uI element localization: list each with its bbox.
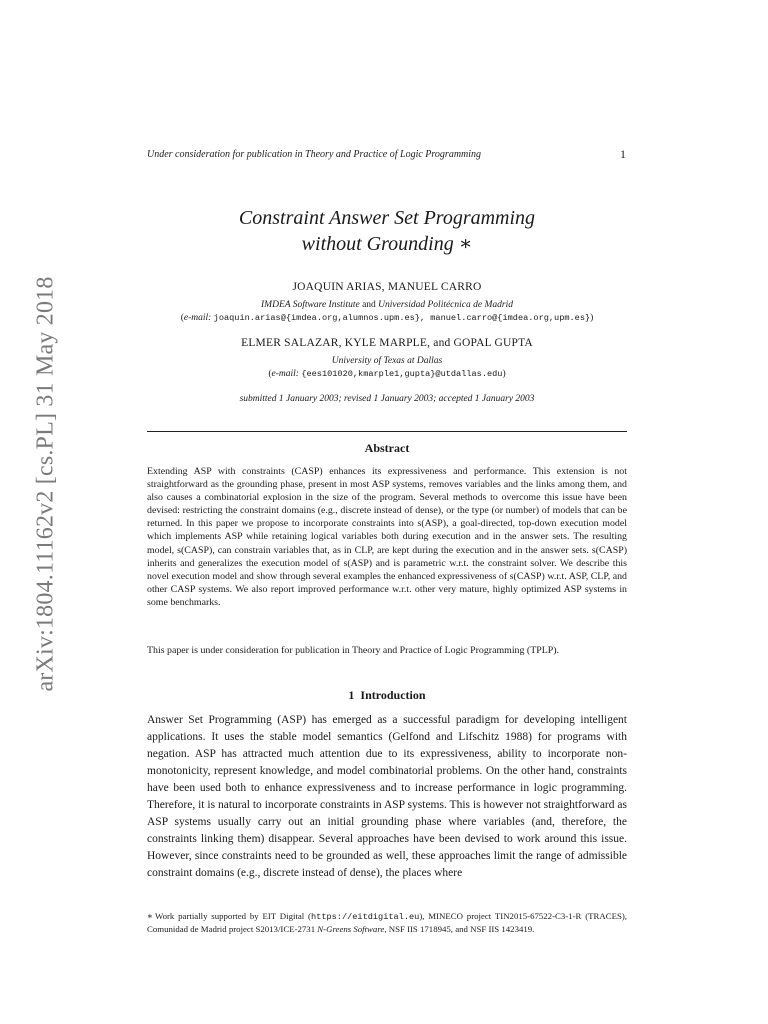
affiliation-utd: University of Texas at Dallas	[331, 356, 443, 366]
footnote-text-b: ), MINECO project TIN2015-67522-C3-1-R (TRACES), Comunidad de Madrid project S2013/ICE-2731	[147, 911, 628, 934]
publication-note: This paper is under consideration for publication in Theory and Practice of Logic Programming (TPLP).	[147, 645, 559, 656]
email-open-paren: (	[268, 369, 272, 379]
email-address: joaquin.arias@{imdea.org,alumnos.upm.es}, manuel.carro@{imdea.org,upm.es}	[213, 313, 591, 323]
footnote-marker: ∗	[147, 911, 153, 921]
abstract-text: Extending ASP with constraints (CASP) enhances its expressiveness and performance. This extension is not straightforward as the grounding phase, present in most ASP systems, removes variables and the links among them, and also causes a combinatorial explosion in the size of the program. Several methods to overcome this issue have been devised: restricting the constraint domains (e.g., discrete instead of dense), or the type (or number) of models that can be returned. In this paper we propose to incorporate constraints into s(ASP), a goal-directed, top-down execution model which implements ASP while retaining logical variables both during execution and in the answer sets. The resulting model, s(CASP), can constrain variables that, as in CLP, are kept during the execution and in the answer sets. s(CASP) inherits and generalizes the execution model of s(ASP) and is parametric w.r.t. the constraint solver. We describe this novel execution model and show through several examples the enhanced expressiveness of s(CASP) w.r.t. ASP, CLP, and other CASP systems. We also report improved performance w.r.t. other very mature, highly optimized ASP systems in some benchmarks.	[147, 466, 627, 608]
abstract-top-rule	[147, 431, 627, 432]
introduction-text: Answer Set Programming (ASP) has emerged as a successful paradigm for developing intelligent applications. It uses the stable model semantics (Gelfond and Lifschitz 1988) for programs with negation. ASP has attracted much attention due to its expressiveness, ability to incorporate non-monotonicity, represent knowledge, and model combinatorial problems. On the other hand, constraints have been used both to enhance expressiveness and to increase performance in logic programming. Therefore, it is natural to incorporate constraints in ASP systems. This is however not straightforward as ASP systems usually carry out an initial grounding phase where variables (and, therefore, the constraints linking them) disappear. Several approaches have been devised to work around this issue. However, since constraints need to be grounded as well, these approaches limit the range of admissible constraint domains (e.g., discrete instead of dense), the places where	[147, 714, 627, 879]
email-label: e-mail:	[271, 369, 299, 379]
section-number: 1	[348, 688, 355, 702]
abstract-heading: Abstract	[364, 441, 410, 455]
author-group-2-email	[147, 368, 627, 381]
author-group-2-affiliation	[147, 355, 627, 368]
footnote-italic: N-Greens Software	[317, 924, 385, 934]
affiliation-imdea: IMDEA Software Institute	[261, 300, 360, 310]
author-group-1-email	[147, 312, 627, 325]
email-close-paren: )	[502, 369, 506, 379]
email-open-paren: (	[180, 313, 184, 323]
paper-title	[147, 205, 627, 257]
author-group-2-names: ELMER SALAZAR, KYLE MARPLE, and GOPAL GUPTA	[241, 337, 533, 349]
arxiv-identifier-text: arXiv:1804.11162v2 [cs.PL] 31 May 2018	[32, 276, 59, 692]
footnote-text-a: Work partially supported by EIT Digital (	[155, 911, 311, 921]
author-group-1-affiliation	[147, 299, 627, 312]
section-title: Introduction	[360, 688, 426, 702]
email-label: e-mail:	[183, 313, 212, 323]
title-line-2	[147, 231, 627, 257]
footnote	[147, 910, 627, 935]
title-line-2-text: without Grounding	[301, 233, 454, 255]
footnote-text-c: , NSF IIS 1718945, and NSF IIS 1423419.	[384, 924, 535, 934]
title-line-1: Constraint Answer Set Programming	[238, 207, 536, 229]
arxiv-identifier-stamp	[22, 268, 70, 700]
email-close-paren: )	[590, 313, 594, 323]
footnote-url-link[interactable]: https://eitdigital.eu	[311, 912, 420, 922]
author-group-1-names: JOAQUIN ARIAS, MANUEL CARRO	[292, 281, 482, 293]
title-footnote-marker: ∗	[458, 233, 473, 255]
section-heading	[147, 688, 627, 703]
page-number: 1	[620, 147, 626, 161]
email-address: {ees101020,kmarple1,gupta}@utdallas.edu	[301, 369, 503, 379]
affiliation-upm: Universidad Politécnica de Madrid	[378, 300, 513, 310]
affiliation-and: and	[362, 300, 376, 310]
submission-dates: submitted 1 January 2003; revised 1 January 2003; accepted 1 January 2003	[239, 394, 535, 404]
running-head: Under consideration for publication in Theory and Practice of Logic Programming	[147, 149, 482, 160]
